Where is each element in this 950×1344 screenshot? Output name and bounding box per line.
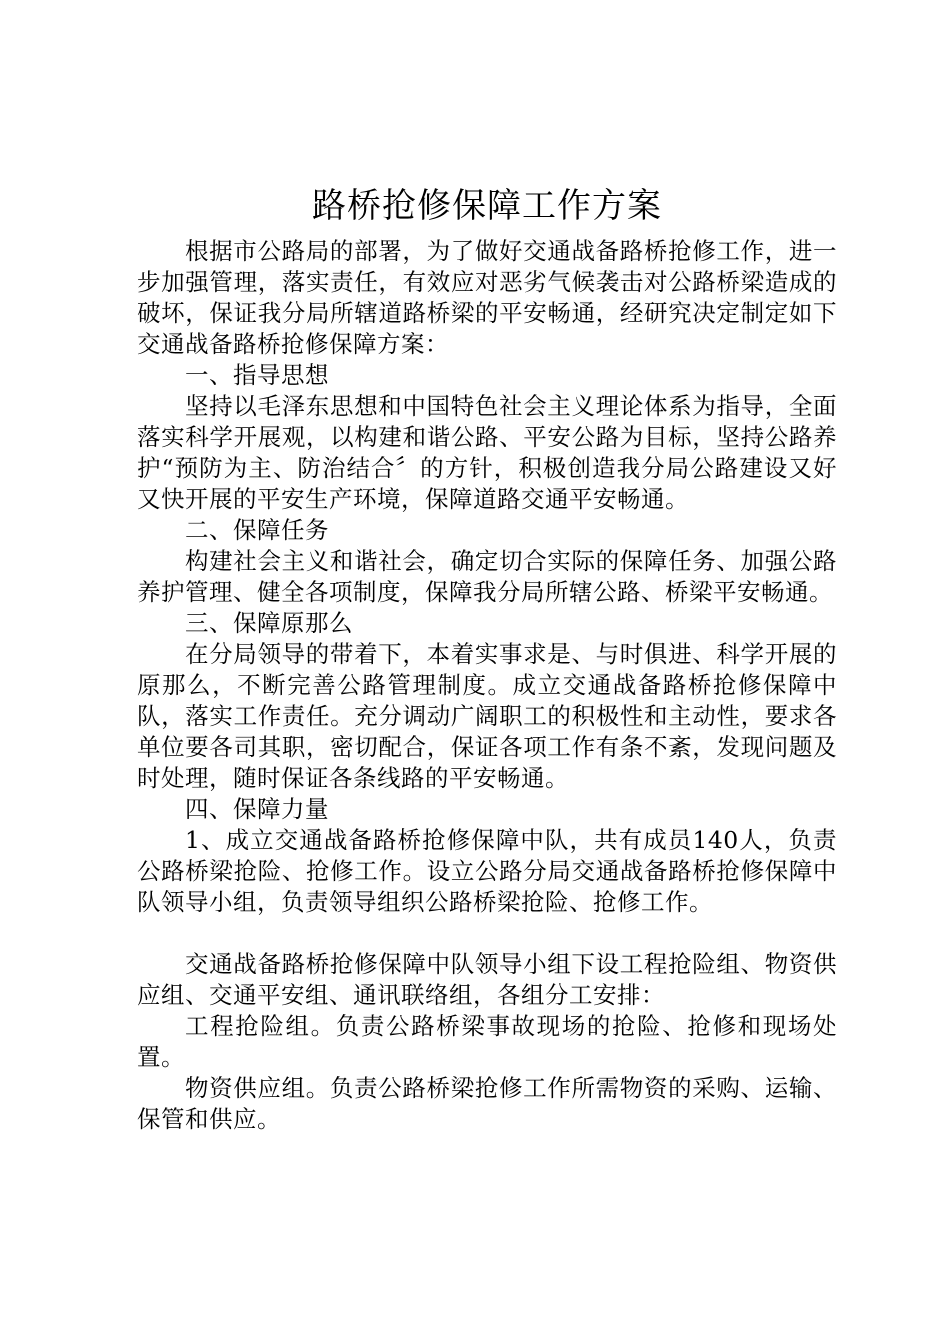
section-body-support-forces: 1、成立交通战备路桥抢修保障中队，共有成员140人，负责公路桥梁抢险、抢修工作。设立公路分局交通战备路桥抢修保障中队领导小组，负责领导组织公路桥梁抢险、抢修工作。 [137,826,837,916]
paragraph-supply-group: 物资供应组。负责公路桥梁抢修工作所需物资的采购、运输、保管和供应。 [137,1074,837,1133]
section-body-guiding-thought: 坚持以毛泽东思想和中国特色社会主义理论体系为指导，全面落实科学开展观，以构建和谐公路、平安公路为目标，坚持公路养护“预防为主、防治结合〞的方针，积极创造我分局公路建设又好又快开展的平安生产环境，保障道路交通平安畅通。 [137,392,837,513]
blank-line [137,918,837,949]
section-body-support-tasks: 构建社会主义和谐社会，确定切合实际的保障任务、加强公路养护管理、健全各项制度，保障我分局所辖公路、桥梁平安畅通。 [137,547,837,606]
section-heading-support-tasks: 二、保障任务 [185,516,329,544]
section-body-principles: 在分局领导的带着下，本着实事求是、与时俱进、科学开展的原那么，不断完善公路管理制度。成立交通战备路桥抢修保障中队，落实工作责任。充分调动广阔职工的积极性和主动性，要求各单位要各司其职，密切配合，保证各项工作有条不紊，发现问题及时处理，随时保证各条线路的平安畅通。 [137,640,837,792]
section-heading-support-forces: 四、保障力量 [185,795,329,823]
paragraph-engineering-group: 工程抢险组。负责公路桥梁事故现场的抢险、抢修和现场处置。 [137,1012,837,1071]
paragraph-team-structure: 交通战备路桥抢修保障中队领导小组下设工程抢险组、物资供应组、交通平安组、通讯联络组，各组分工安排： [137,950,837,1009]
section-heading-guiding-thought: 一、指导思想 [185,361,329,389]
document-title: 路桥抢修保障工作方案 [312,186,662,226]
section-heading-principles: 三、保障原那么 [185,609,353,637]
intro-paragraph: 根据市公路局的部署，为了做好交通战备路桥抢修工作，进一步加强管理，落实责任，有效应对恶劣气候袭击对公路桥梁造成的破坏，保证我分局所辖道路桥梁的平安畅通，经研究决定制定如下交通战备路桥抢修保障方案： [137,237,837,358]
document-page [137,180,837,1135]
